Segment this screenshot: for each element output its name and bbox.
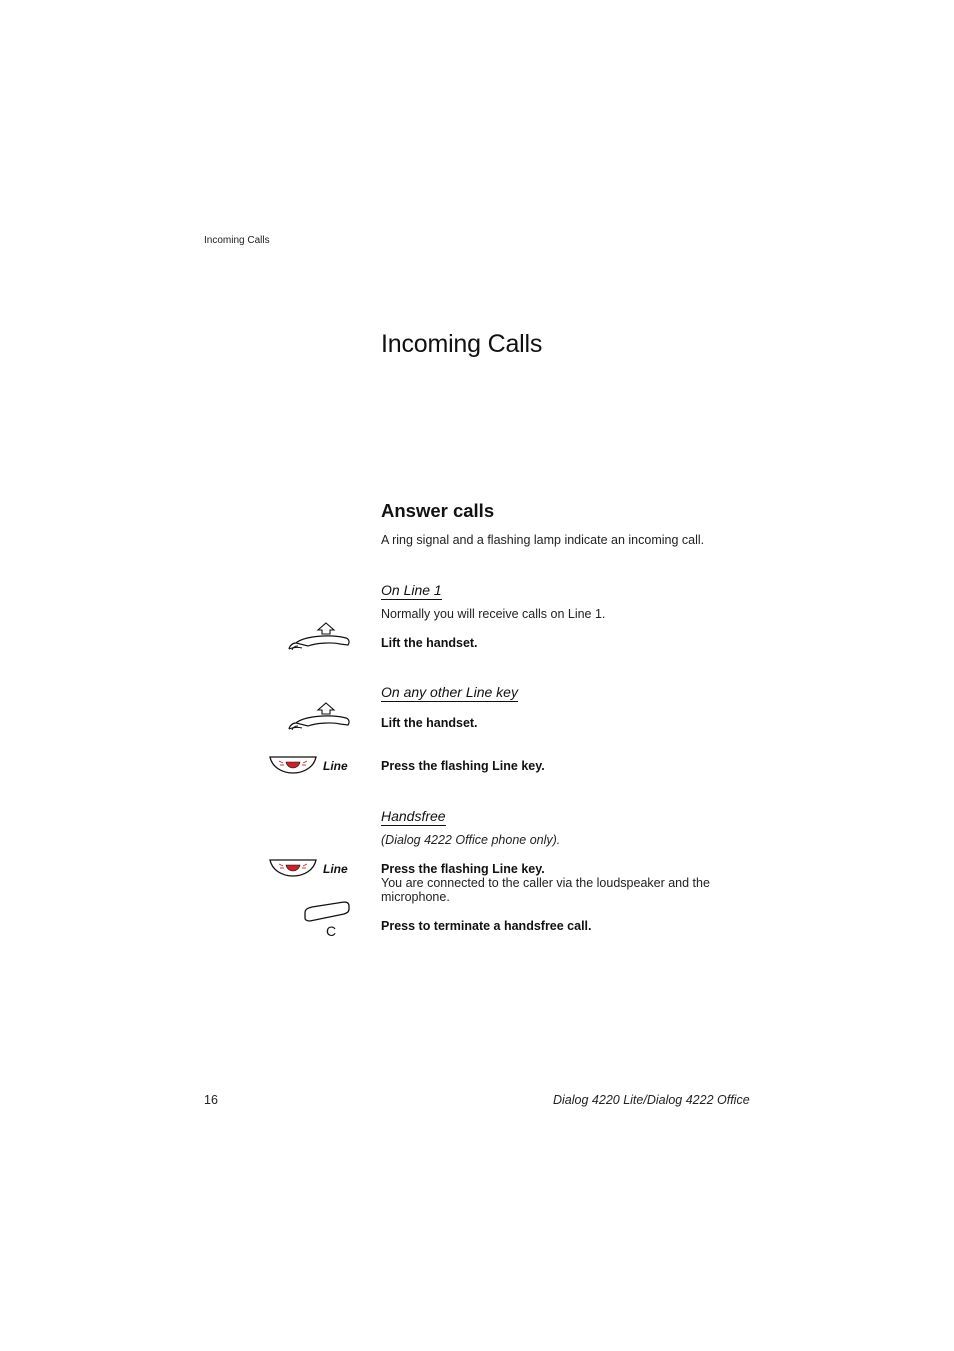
section-intro: A ring signal and a flashing lamp indicate an incoming call. [381,533,705,547]
line1-step: Lift the handset. [381,636,478,650]
clear-key-label: C [326,923,337,939]
handsfree-note: (Dialog 4222 Office phone only). [381,833,561,847]
other-line-step-2: Press the flashing Line key. [381,759,545,773]
handsfree-step-1: Press the flashing Line key. [381,862,545,876]
page-number: 16 [204,1093,218,1107]
lift-handset-icon [286,701,352,733]
handsfree-step-2: Press to terminate a handsfree call. [381,919,592,933]
subheading-handsfree: Handsfree [381,808,446,824]
subheading-on-line-1: On Line 1 [381,582,442,598]
subheading-other-line-key: On any other Line key [381,684,518,700]
running-head: Incoming Calls [204,235,270,246]
footer-product: Dialog 4220 Lite/Dialog 4222 Office [553,1093,750,1107]
lift-handset-icon [286,621,352,653]
handsfree-step-1-desc: You are connected to the caller via the loudspeaker and the microphone. [381,876,710,904]
section-title: Answer calls [381,500,495,521]
chapter-title: Incoming Calls [381,330,543,358]
line-key-label: Line [323,862,348,876]
line-key-icon [268,858,318,878]
line-key-icon [268,755,318,775]
line1-text: Normally you will receive calls on Line 1. [381,607,606,621]
other-line-step-1: Lift the handset. [381,716,478,730]
line-key-label: Line [323,759,348,773]
